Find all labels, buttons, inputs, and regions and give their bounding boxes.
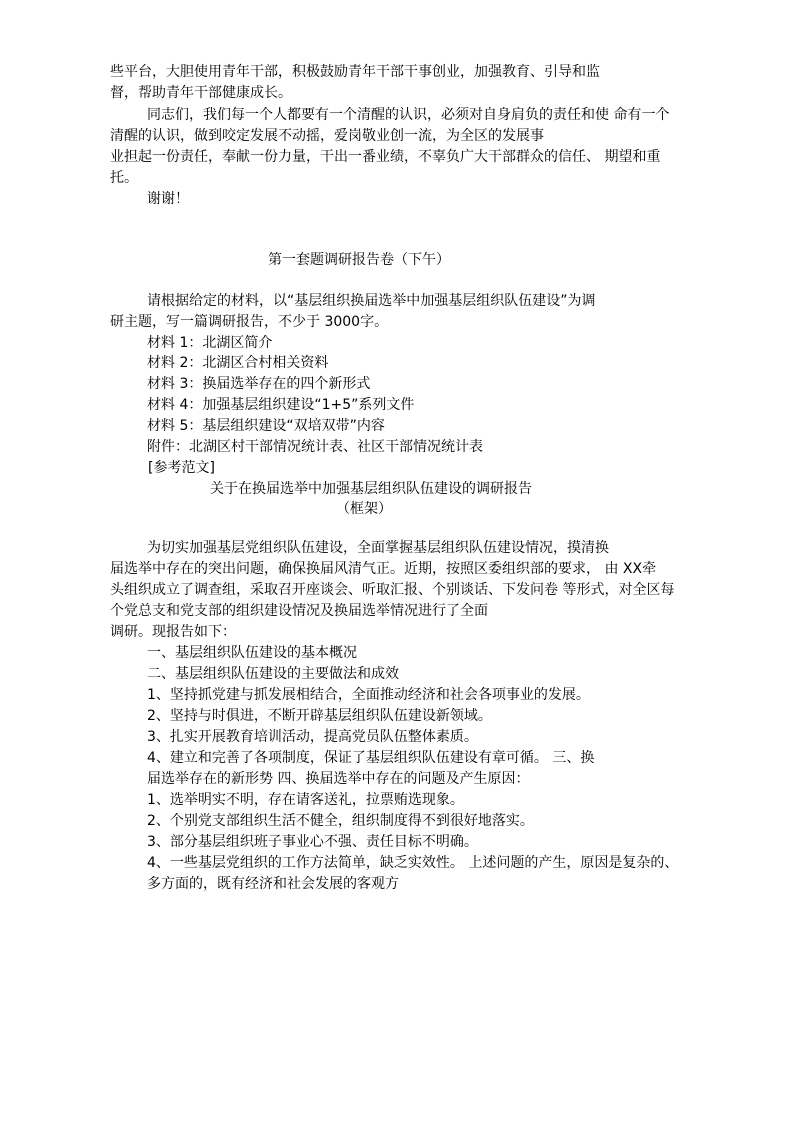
report-heading: 届选举存在的新形势 四、换届选举中存在的问题及产生原因： [147,771,530,787]
report-item: 4、一些基层党组织的工作方法简单，缺乏实效性。 上述问题的产生，原因是复杂的、 [147,855,679,871]
attachment-item: 附件：北湖区村干部情况统计表、社区干部情况统计表 [147,439,483,455]
paragraph-line: 业担起一份责任，奉献一份力量，干出一番业绩，不辜负广大干部群众的信任、 期望和重 [110,149,661,165]
material-item: 材料 2：北湖区合村相关资料 [147,355,329,371]
paragraph-line: 清醒的认识，做到咬定发展不动摇，爱岗敬业创一流，为全区的发展事 [110,128,544,144]
prompt-line: 研主题，写一篇调研报告，不少于 3000字。 [110,314,389,330]
material-item: 材料 4：加强基层组织建设“1+5”系列文件 [147,397,415,413]
report-item: 4、建立和完善了各项制度，保证了基层组织队伍建设有章可循。 三、换 [147,750,595,766]
report-title: 关于在换届选举中加强基层组织队伍建设的调研报告 [210,481,532,497]
prompt-line: 请根据给定的材料，以“基层组织换届选举中加强基层组织队伍建设”为调 [147,293,596,309]
report-line: 头组织成立了调查组，采取召开座谈会、听取汇报、个别谈话、下发问卷 等形式，对全区每 [110,582,675,598]
report-item: 3、部分基层组织班子事业心不强、责任目标不明确。 [147,834,478,850]
material-item: 材料 1：北湖区简介 [147,335,273,351]
report-item: 2、坚持与时俱进，不断开辟基层组织队伍建设新领域。 [147,708,492,724]
report-heading: 一、基层组织队伍建设的基本概况 [147,645,357,661]
report-item: 1、选举明实不明，存在请客送礼，拉票贿选现象。 [147,792,464,808]
report-item: 1、坚持抓党建与抓发展相结合，全面推动经济和社会各项事业的发展。 [147,687,590,703]
report-line: 多方面的，既有经济和社会发展的客观方 [147,876,399,892]
paragraph-line: 托。 [110,170,138,186]
paragraph-line: 些平台，大胆使用青年干部，积极鼓励青年干部干事创业，加强教育、引导和监 [110,64,600,80]
closing-thanks: 谢谢！ [147,191,189,207]
report-heading: 二、基层组织队伍建设的主要做法和成效 [147,666,399,682]
report-item: 2、个别党支部组织生活不健全，组织制度得不到很好地落实。 [147,813,534,829]
report-item: 3、扎实开展教育培训活动，提高党员队伍整体素质。 [147,729,478,745]
material-item: 材料 5：基层组织建设“双培双带”内容 [147,418,385,434]
report-subtitle: （框架） [336,501,392,517]
report-line: 调研。现报告如下： [110,624,236,640]
report-line: 个党总支和党支部的组织建设情况及换届选举情况进行了全面 [110,603,488,619]
report-line: 为切实加强基层党组织队伍建设，全面掌握基层组织队伍建设情况，摸清换 [147,540,609,556]
paragraph-line: 督，帮助青年干部健康成长。 [110,85,292,101]
section-title: 第一套题调研报告卷（下午） [268,252,450,268]
paragraph-line: 同志们，我们每一个人都要有一个清醒的认识，必须对自身肩负的责任和使 命有一个 [147,107,670,123]
material-item: 材料 3：换届选举存在的四个新形式 [147,376,371,392]
report-line: 届选举中存在的突出问题，确保换届风清气正。近期，按照区委组织部的要求， 由 XX牵 [110,561,657,577]
reference-label: [参考范文] [148,460,215,476]
